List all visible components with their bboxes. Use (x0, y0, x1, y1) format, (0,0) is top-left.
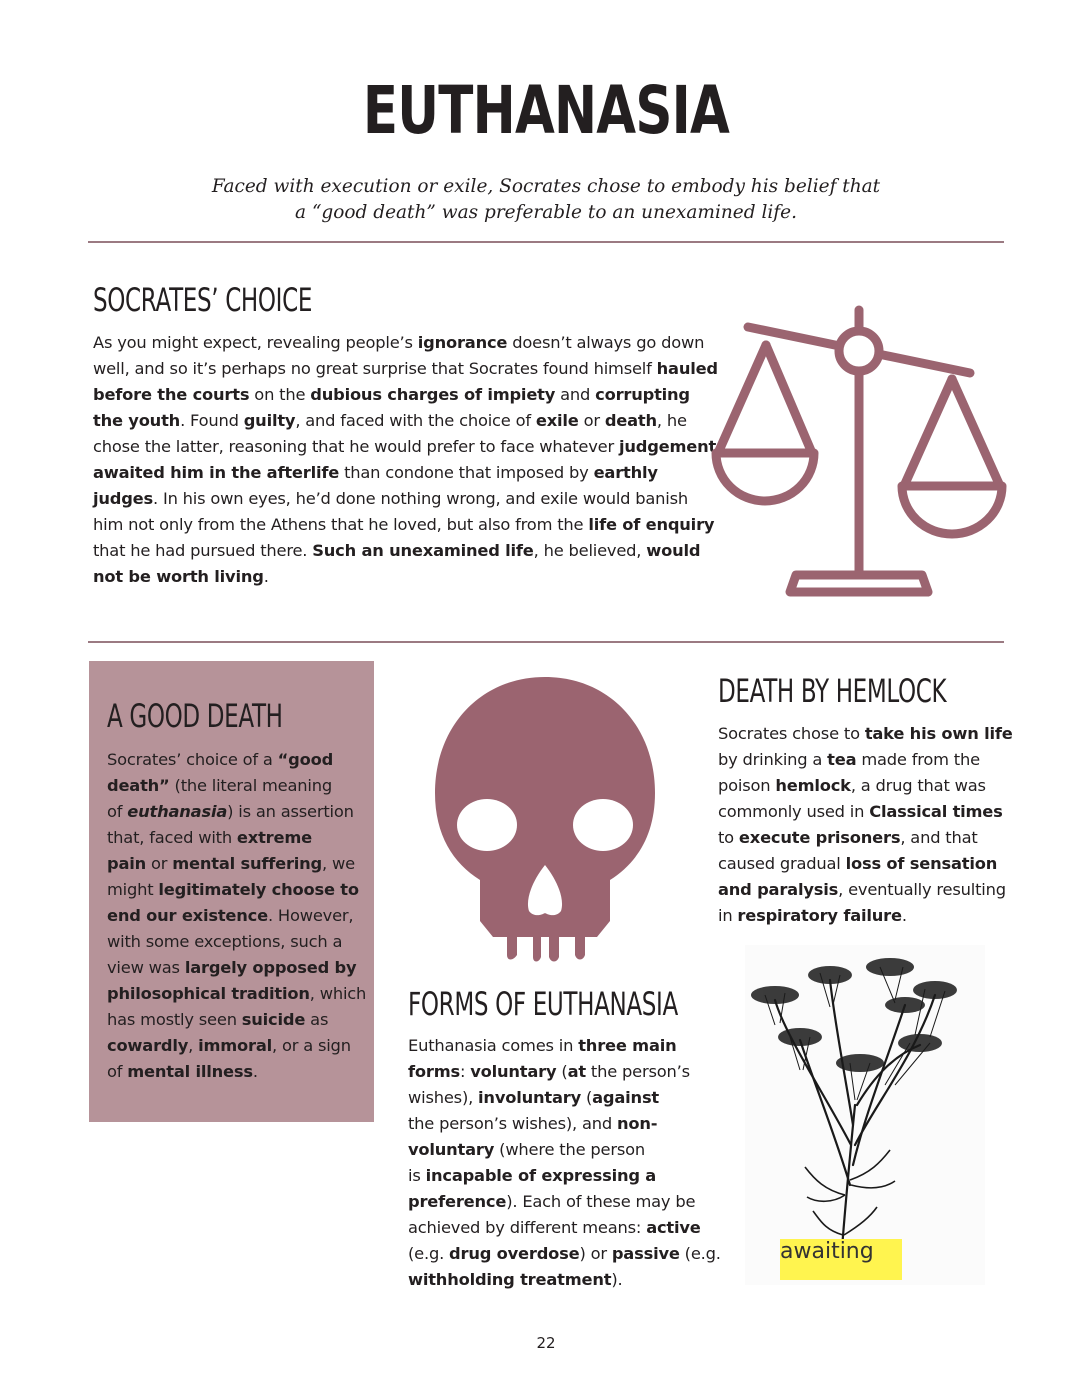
bold-text: hemlock (775, 776, 851, 795)
bold-text: guilty (243, 411, 296, 430)
bold-text: dubious charges of impiety (310, 385, 556, 404)
text-line (718, 851, 1008, 877)
text-line (718, 825, 1008, 851)
bold-text: withholding treatment (408, 1270, 612, 1289)
bold-text: ignorance (417, 333, 508, 352)
plain-text: ) is an assertion (227, 802, 354, 821)
bold-text: loss of sensation (845, 854, 998, 873)
plain-text: , (188, 1036, 199, 1055)
text-line (107, 825, 369, 851)
image-label: awaiting (780, 1239, 902, 1280)
socrates-choice-text (93, 330, 718, 590)
text-line (93, 382, 703, 408)
bold-text: before the courts (93, 385, 250, 404)
bold-text: against (592, 1088, 660, 1107)
text-line (107, 747, 369, 773)
plain-text: the person’s wishes), and (408, 1114, 617, 1133)
bold-text: hauled (656, 359, 718, 378)
plain-text: , he believed, (533, 541, 647, 560)
bold-text: not be worth living (93, 567, 264, 586)
bold-text: mental suffering (172, 854, 322, 873)
plain-text: ( (556, 1062, 568, 1081)
text-line (718, 721, 1013, 747)
plain-text: (where the person (494, 1140, 645, 1159)
plain-text: commonly used in (718, 802, 870, 821)
plain-text: , eventually resulting (838, 880, 1006, 899)
plain-text: and (555, 385, 596, 404)
plain-text: , and that (900, 828, 978, 847)
plain-text: , or a sign (272, 1036, 351, 1055)
bold-text: exile (535, 411, 579, 430)
plain-text: doesn’t always go down (507, 333, 705, 352)
plain-text: that he had pursued there. (93, 541, 313, 560)
plain-text: is (408, 1166, 426, 1185)
page-title: EUTHANASIA (362, 72, 730, 149)
middle-divider (88, 641, 1004, 643)
plain-text: or (146, 854, 173, 873)
text-line (408, 1241, 721, 1267)
bold-text: extreme (236, 828, 312, 847)
plain-text: , and faced with the choice of (295, 411, 536, 430)
text-line (718, 773, 1008, 799)
text-line (718, 799, 1008, 825)
text-line (107, 1007, 369, 1033)
plain-text: of (107, 1062, 128, 1081)
socrates-choice-heading: SOCRATES’ CHOICE (93, 281, 313, 319)
bold-text: forms (408, 1062, 460, 1081)
plain-text: achieved by different means: (408, 1218, 647, 1237)
plain-text: Euthanasia comes in (408, 1036, 579, 1055)
bold-text: legitimately choose to (158, 880, 359, 899)
bold-text: execute prisoners (738, 828, 901, 847)
text-line (93, 512, 715, 538)
good-death-text (107, 747, 369, 1085)
text-line (107, 877, 369, 903)
page-number: 22 (536, 1334, 556, 1352)
bold-text: euthanasia (127, 802, 228, 821)
bold-text: judges (93, 489, 154, 508)
bold-text: philosophical tradition (107, 984, 310, 1003)
plain-text: made from the (856, 750, 980, 769)
plain-text: : (459, 1062, 471, 1081)
text-line (107, 903, 369, 929)
plain-text: . Found (180, 411, 244, 430)
plain-text: , a drug that was (850, 776, 986, 795)
forms-text (408, 1033, 721, 1293)
hemlock-text (718, 721, 1013, 929)
bold-text: Classical times (869, 802, 1003, 821)
forms-heading: FORMS OF EUTHANASIA (408, 985, 678, 1023)
text-line (107, 1059, 369, 1085)
bold-text: three main (578, 1036, 677, 1055)
bold-text: mental illness (127, 1062, 253, 1081)
bold-text: suicide (241, 1010, 306, 1029)
plain-text: or (578, 411, 605, 430)
bold-text: earthly (593, 463, 658, 482)
text-line (93, 564, 703, 590)
plain-text: on the (249, 385, 311, 404)
bold-text: pain (107, 854, 147, 873)
text-line (107, 929, 369, 955)
plain-text: might (107, 880, 159, 899)
bold-text: immoral (198, 1036, 273, 1055)
text-line (107, 981, 369, 1007)
bold-text: the youth (93, 411, 181, 430)
plain-text: As you might expect, revealing people’s (93, 333, 418, 352)
text-line (93, 408, 703, 434)
subtitle-line-1: Faced with execution or exile, Socrates chose to embody his belief that (211, 176, 881, 197)
plain-text: . In his own eyes, he’d done nothing wrong, and exile would banish (153, 489, 689, 508)
text-line (408, 1033, 708, 1059)
subtitle-line-2: a “good death” was preferable to an unexamined life. (295, 202, 797, 223)
text-line (93, 538, 703, 564)
bold-text: and paralysis (718, 880, 839, 899)
text-line (718, 877, 1008, 903)
good-death-heading: A GOOD DEATH (107, 697, 283, 735)
bold-text: drug overdose (449, 1244, 580, 1263)
plain-text: has mostly seen (107, 1010, 242, 1029)
plain-text: ) or (579, 1244, 612, 1263)
bold-text: voluntary (408, 1140, 495, 1159)
bold-text: passive (611, 1244, 680, 1263)
text-line (408, 1059, 708, 1085)
bold-text: Such an unexamined life (312, 541, 534, 560)
plain-text: Socrates’ choice of a (107, 750, 278, 769)
text-line (107, 799, 369, 825)
text-line (408, 1215, 708, 1241)
plain-text: poison (718, 776, 776, 795)
scales-of-justice-icon (708, 305, 1008, 600)
text-line (107, 851, 369, 877)
bold-text: at (567, 1062, 586, 1081)
bold-text: would (646, 541, 701, 560)
skull-icon (425, 675, 665, 965)
subtitle (200, 174, 892, 226)
plain-text: . However, (267, 906, 354, 925)
bold-text: largely opposed by (184, 958, 357, 977)
bold-text: cowardly (107, 1036, 189, 1055)
hemlock-heading: DEATH BY HEMLOCK (718, 672, 947, 710)
plain-text: that, faced with (107, 828, 237, 847)
plain-text: (the literal meaning (169, 776, 332, 795)
bold-text: incapable of expressing a (425, 1166, 657, 1185)
plain-text: him not only from the Athens that he loved, but also from the (93, 515, 589, 534)
plain-text: by drinking a (718, 750, 828, 769)
text-line (408, 1163, 708, 1189)
bold-text: tea (827, 750, 857, 769)
plain-text: with some exceptions, such a (107, 932, 343, 951)
plain-text: ( (581, 1088, 593, 1107)
text-line (718, 747, 1008, 773)
text-line (93, 486, 703, 512)
text-line (93, 460, 703, 486)
text-line (107, 955, 369, 981)
bold-text: death (604, 411, 657, 430)
plain-text: (e.g. (679, 1244, 721, 1263)
plain-text: Socrates chose to (718, 724, 865, 743)
bold-text: respiratory failure (737, 906, 902, 925)
plain-text: , which (309, 984, 367, 1003)
bold-text: end our existence (107, 906, 268, 925)
plain-text: the person’s (585, 1062, 690, 1081)
bold-text: life of enquiry (588, 515, 715, 534)
bold-text: take his own life (864, 724, 1013, 743)
text-line (93, 330, 703, 356)
text-line (408, 1137, 708, 1163)
plain-text: well, and so it’s perhaps no great surprise that Socrates found himself (93, 359, 657, 378)
text-line (408, 1267, 708, 1293)
bold-text: involuntary (478, 1088, 581, 1107)
plain-text: view was (107, 958, 185, 977)
text-line (93, 434, 717, 460)
plain-text: (e.g. (408, 1244, 450, 1263)
bold-text: active (646, 1218, 701, 1237)
plain-text: chose the latter, reasoning that he would prefer to face whatever (93, 437, 619, 456)
bold-text: corrupting (595, 385, 690, 404)
plain-text: in (718, 906, 738, 925)
plain-text: wishes), (408, 1088, 479, 1107)
plain-text: ). (611, 1270, 623, 1289)
text-line (107, 1033, 369, 1059)
bold-text: awaited him in the afterlife (93, 463, 340, 482)
text-line (718, 903, 1008, 929)
bold-text: judgement (618, 437, 717, 456)
plain-text: than condone that imposed by (339, 463, 594, 482)
plain-text: caused gradual (718, 854, 846, 873)
hemlock-plant-illustration (745, 945, 985, 1285)
text-line (408, 1111, 708, 1137)
plain-text: , we (322, 854, 355, 873)
plain-text: of (107, 802, 128, 821)
bold-text: preference (408, 1192, 507, 1211)
bold-text: death” (107, 776, 170, 795)
plain-text: ). Each of these may be (506, 1192, 696, 1211)
text-line (408, 1085, 708, 1111)
plain-text: , he (656, 411, 687, 430)
plain-text: . (263, 567, 269, 586)
top-divider (88, 241, 1004, 243)
text-line (107, 773, 369, 799)
plain-text: as (305, 1010, 329, 1029)
bold-text: voluntary (470, 1062, 557, 1081)
bold-text: non- (616, 1114, 658, 1133)
plain-text: . (901, 906, 907, 925)
text-line (93, 356, 718, 382)
plain-text: to (718, 828, 739, 847)
plain-text: . (252, 1062, 258, 1081)
bold-text: “good (277, 750, 334, 769)
text-line (408, 1189, 708, 1215)
